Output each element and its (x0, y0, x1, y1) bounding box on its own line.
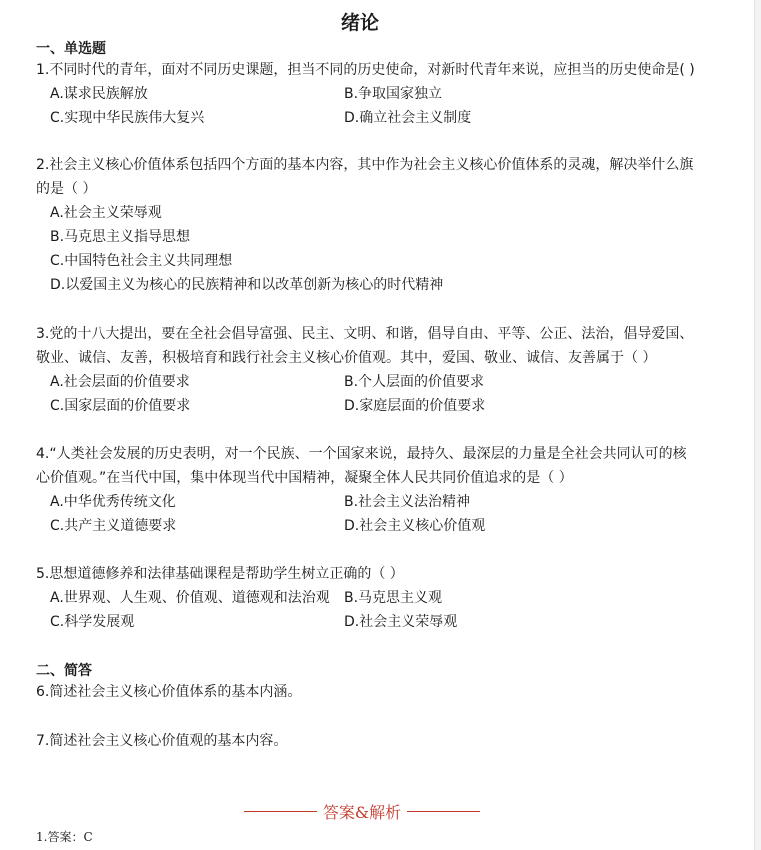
answer-section-header (244, 800, 480, 823)
question-4-text: 4.“人类社会发展的历史表明，对一个民族、一个国家来说，最持久、最深层的力量是全社会共同认可的核心价值观。”在当代中国，集中体现当代中国精神，凝聚全体人民共同价值追求的是（ ） (36, 446, 687, 486)
question-3-option-b[interactable]: B.个人层面的价值要求 (344, 374, 485, 390)
question-5-option-b[interactable]: B.马克思主义观 (344, 590, 443, 606)
answer-header-rule-right (407, 811, 480, 812)
question-5-option-c[interactable]: C.科学发展观 (50, 614, 135, 630)
question-5-option-d[interactable]: D.社会主义荣辱观 (344, 614, 458, 630)
question-3-option-a[interactable]: A.社会层面的价值要求 (50, 374, 190, 390)
question-7-text: 7.简述社会主义核心价值观的基本内容。 (36, 733, 288, 749)
question-6-text: 6.简述社会主义核心价值体系的基本内涵。 (36, 684, 302, 700)
question-1-option-d[interactable]: D.确立社会主义制度 (344, 110, 472, 126)
question-1-option-c[interactable]: C.实现中华民族伟大复兴 (50, 110, 205, 126)
question-4-option-a[interactable]: A.中华优秀传统文化 (50, 494, 176, 510)
question-1-option-a[interactable]: A.谋求民族解放 (50, 86, 148, 102)
answer-1: 1.答案：C (36, 830, 93, 844)
question-2-option-b[interactable]: B.马克思主义指导思想 (50, 229, 191, 245)
document-title: 绪论 (340, 12, 379, 34)
question-4-option-d[interactable]: D.社会主义核心价值观 (344, 518, 486, 534)
question-5-text: 5.思想道德修养和法律基础课程是帮助学生树立正确的（ ） (36, 566, 404, 582)
question-3-option-c[interactable]: C.国家层面的价值要求 (50, 398, 191, 414)
question-5-option-a[interactable]: A.世界观、人生观、价值观、道德观和法治观 (50, 590, 330, 606)
question-4-option-b[interactable]: B.社会主义法治精神 (344, 494, 471, 510)
question-3-text: 3.党的十八大提出，要在全社会倡导富强、民主、文明、和谐，倡导自由、平等、公正、法治，倡导爱国、敬业、诚信、友善，积极培育和践行社会主义核心价值观。其中，爱国、敬业、诚信、友善属于（ ） (36, 326, 694, 366)
question-4-option-c[interactable]: C.共产主义道德要求 (50, 518, 177, 534)
question-3-option-d[interactable]: D.家庭层面的价值要求 (344, 398, 486, 414)
question-2-option-d[interactable]: D.以爱国主义为核心的民族精神和以改革创新为核心的时代精神 (50, 277, 444, 293)
question-1-text: 1.不同时代的青年，面对不同历史课题，担当不同的历史使命，对新时代青年来说，应担当的历史使命是( ) (36, 62, 695, 78)
question-2-option-c[interactable]: C.中国特色社会主义共同理想 (50, 253, 233, 269)
answer-header-rule-left (244, 811, 317, 812)
answer-header-label: 答案&解析 (322, 803, 402, 822)
section-heading-short-answer: 二、简答 (36, 663, 92, 679)
question-1-option-b[interactable]: B.争取国家独立 (344, 86, 443, 102)
question-2-text: 2.社会主义核心价值体系包括四个方面的基本内容，其中作为社会主义核心价值体系的灵魂，解决举什么旗的是（ ） (36, 157, 694, 197)
page-edge (754, 0, 761, 850)
question-2-option-a[interactable]: A.社会主义荣辱观 (50, 205, 162, 221)
section-heading-single-choice: 一、单选题 (36, 41, 106, 57)
